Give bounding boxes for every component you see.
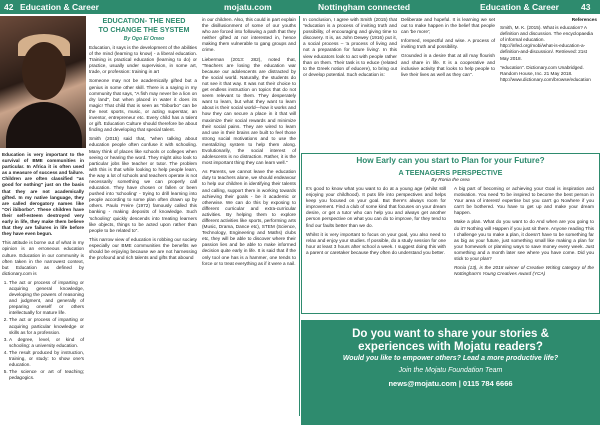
author-note: Ronia (13), is the 2018 winner of Creative Writing category of the Nottingham's Young Creatives Award (YCA): [454, 265, 594, 277]
definition-list: [2, 280, 84, 382]
left-section-title: Education & Career: [20, 2, 99, 12]
teen-column-1: [306, 186, 446, 259]
left-site-name: mojatu.com: [224, 2, 272, 12]
article-byline: By Ogo El Onwo: [123, 36, 165, 42]
article-title: [88, 17, 200, 34]
conclusion-column-2: [401, 17, 495, 81]
promo-question: Would you like to empower others? Lead a more productive life?: [342, 355, 559, 362]
references-column: [500, 17, 597, 86]
article-column-2: [89, 45, 197, 264]
paragraph: Grounded in a desire that at all may flourish and share in life. It is a cooperative and inclusive activity that looks to help people to live their lives as well as they can".: [401, 53, 495, 77]
promo-join: Join the Mojatu Foundation Team: [398, 367, 503, 374]
header-bar: [0, 0, 600, 14]
paragraph: Smith (2015) said that, "when talking about education people often confuse it with schooling. Many think of places like schools or colleges when seeing or hearing the word. They might also look to particular jobs like teacher or tutor. The problem with this is that while looking to help people learn, the way a lot of schools and teachers operate is not necessarily something we can properly call education. They have chosen or fallen or been pushed into 'schooling' - trying to drill learning into people according to some plan often drawn up by others. Paulo Freire (1972) famously called this banking - making deposits of knowledge. Such 'schooling' quickly descends into treating learners like objects, things to be acted upon rather than people to be related to".: [89, 136, 197, 233]
right-site-name: Nottingham connected: [318, 2, 411, 12]
promo-headline-line2: experiences with Mojatu readers?: [358, 341, 543, 353]
intro-column: [2, 152, 84, 382]
paragraph: A big part of becoming or achieving your Goal is inspiration and motivation. You need To be inspired to become the best person in Your area of interest/ expertise but you can't go Nowhere if you can't be bothered. You have to get up and make your dream happen.: [454, 186, 594, 216]
teen-column-2: [454, 186, 594, 280]
paragraph: Education, it says is the development of the abilities of the mind (learning to know) - a liberal education. Training is practical education (learning to do) or practice, usually under supervision, in some art, trade, or profession: training in art: [89, 45, 197, 75]
photo-shoulders: [6, 102, 82, 148]
promo-banner: [301, 320, 600, 425]
paragraph: Someone may not be academically gifted but a genius in some other skill. There is a saying in my community that says, "A fish may never be a lion on dry land", but when placed in water it does its magic! That child that is seen as "Ibiborbo" can be the next sports, music, or acting superstar, an inventor, entrepreneur etc. Every child has a talent or gift. Education Culture should therefore be about finding and developing that special talent.: [89, 78, 197, 133]
paragraph: in our children. Also, this could in part explain the disillusionment of some of our youths who are forced into following a path that they neither gifted at nor interested in, hence making them vulnerable to gang groups and crime.: [202, 17, 296, 53]
list-item: 5. The science or art of teaching; pedagogics.: [9, 369, 84, 381]
page-divider: [299, 16, 300, 416]
paragraph: As Parents, we cannot leave the education duty to teachers alone, we should endeavour to help our children in identifying their talents and calling, support them in working towards achieving their goals - be it academic or otherwise. We can do this by exposing to different curricular and extra-curricular activities. By helping them to explore different activities like sports, performing arts (Music, Drama, Dance etc), STEM (Science, Technology, Engineering and Maths) clubs etc, they will be able to discover where their passion lies and be able to make informed decision quite early in life. It is said that if the only tool one has is a hammer, one tends to force or to treat everything as if it were a nail.: [202, 169, 296, 266]
right-page-number: 43: [581, 2, 591, 12]
author-photo: [0, 16, 86, 148]
teen-article-subtitle: A TEENAGERS PERSPECTIVE: [398, 168, 503, 177]
promo-headline-line1: Do you want to share your stories &: [352, 328, 549, 340]
article-title-line2: TO CHANGE THE SYSTEM: [98, 24, 190, 34]
teen-article-title: How Early can you start to Plan for your Future?: [356, 156, 545, 165]
teen-article-byline: By Ronia Ihe orea: [431, 178, 470, 183]
paragraph: It's good to know what you want to do at a young age (whilst still enjoying your childhood). It puts life into perspectives and helps keep you focused on your goal. But there's always room for improvement. Find a club of some kind that focuses on your dream desire, or get a tutor who can help you and always get another person perspective on what you can do to improve, for they tend to find our faults better than we do.: [306, 186, 446, 228]
article-title-line1: EDUCATION- THE NEED: [102, 16, 186, 25]
references-title: References: [571, 17, 597, 22]
promo-contact-link[interactable]: news@mojatu.com | 0115 784 6666: [388, 379, 513, 388]
promo-headline: [301, 328, 600, 354]
intro-paragraph-2: This attitude is borne out of what in my opinion is an erroneous education culture. Education in our community is often taken in the narrowest context, but Education as defined by dictionary.com is: [2, 240, 84, 276]
list-item: 4. The result produced by instruction, training, or study: to show one's education.: [9, 350, 84, 368]
list-item: 3. A degree, level, or kind of schooling: a university education.: [9, 337, 84, 349]
conclusion-column-1: [303, 17, 397, 81]
paragraph: Make a plan. What do you want to do And when are you going to do it? Nothing will Happen if you just sit there. Anyone reading This I challenge you to make a plan, it doesn't have to be something far as big as your future, just something small like making a plan for your homework or planning ways to save money every week. Just something and a month later see where you have come. Did you stick to your plan?: [454, 219, 594, 262]
paragraph: Lieberman (2013: 282), noted that, "Teachers are losing the education war because our adolescents are distracted by the social world. Naturally, the students do not see it that way. It was not their choice to get endless instruction on topics that do not seem relevant to them. They desperately want to learn, but what they want to learn about is their social world—how it works and how they can secure a place in it that will maximize their social rewards and minimize their social pains. They are wired to learn and use in their brains are built to feel those strong social motivations and to use the mentalizing system to help them along. Evolutionarily, the social interest of adolescents is no distraction. Rather, it is the most important thing they can learn well.": [202, 56, 296, 166]
reference-item: Smith, M. K. (2015). What is education? A definition and discussion. The encyclopaedia of informal education. http://infed.org/mobi/what-is-education-a-definition-and-discussion/. Retrieved: 21st May 2018.: [500, 25, 593, 61]
left-page-number: 42: [4, 2, 14, 12]
photo-head: [22, 42, 66, 100]
list-item: 2. The act or process of imparting or acquiring particular knowledge or skills as for a profession.: [9, 317, 84, 335]
paragraph: Informed, respectful and wise. A process of inviting truth and possibility.: [401, 38, 495, 50]
list-item: 1. The act or process of imparting or acquiring general knowledge, developing the powers of reasoning and judgment, and generally of preparing oneself or others intellectually for mature life.: [9, 280, 84, 317]
article-column-3: [202, 17, 296, 270]
paragraph: This narrow view of education is robbing our society especially our BME communities the benefits we should be enjoying because we are not harnessing the profound and rich talents and gifts that abound: [89, 236, 197, 261]
paragraph: In conclusion, I agree with Smith (2015) that "education is a process of inviting truth and possibility, of encouraging and giving time to discovery. It is, as John Dewey (1916) put it, a social process – 'a process of living and not a preparation for future living'. In this view educators look to act with people rather than on them. Their task is to educe (related to the Greek notion of educere), to bring out or develop potential. Such education is:: [303, 17, 397, 77]
reference-item: "education". Dictionary.com Unabridged. Random House, Inc. 21 May 2018. http://www.dictionary.com/browse/education: [500, 64, 591, 82]
paragraph: Deliberate and hopeful. It is learning we set out to make happen in the belief that people can 'be more';: [401, 17, 495, 35]
right-section-title: Education & Career: [480, 2, 559, 12]
intro-paragraph-1: Education is very important to the survival of BME communities in particular. In Africa it is often used as a measure of success and failure. Children are often classified "as good for nothing" just on the basis that they are not academically gifted. In my native language, they are called derogatory names like "Ori ibiborbo". These children have their self-esteem destroyed very early in life, they make them believe that they are failures in life before they have even begun.: [2, 152, 84, 237]
paragraph: Whilst it is very important to focus on your goal, you also need to relax and enjoy your studies. If possible, do a study session for one hour at least 3 hours after school a week. I suggest doing this with a parent or caretaker because they often do understand you better.: [306, 231, 446, 255]
